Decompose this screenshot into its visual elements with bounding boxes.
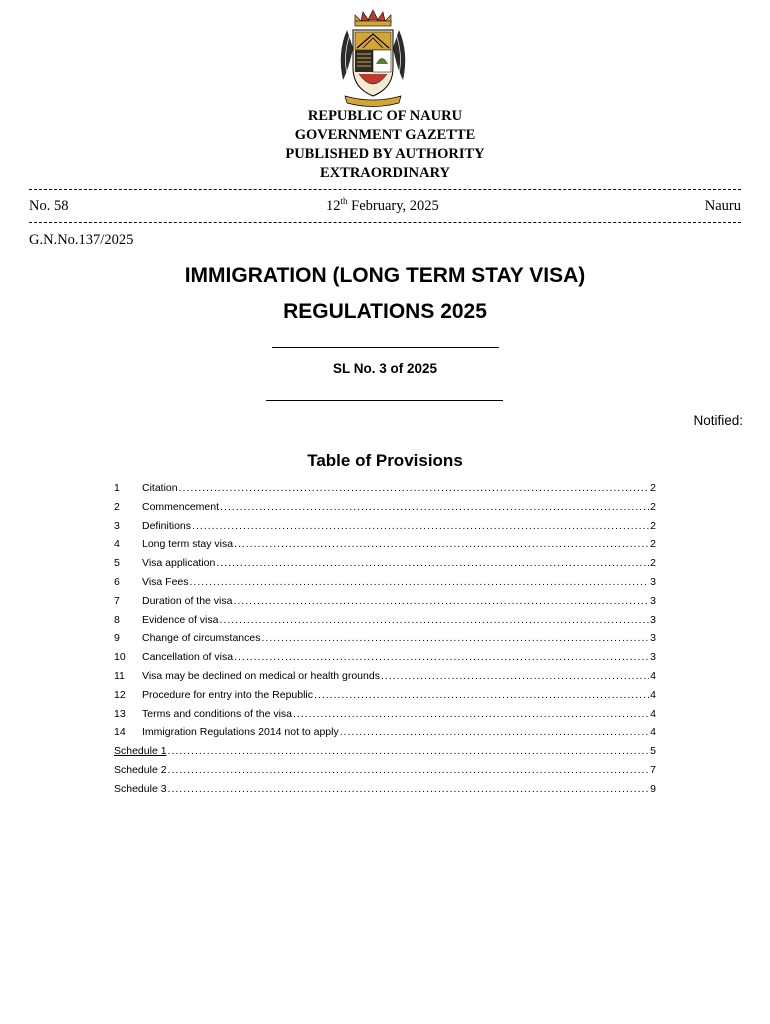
toc-number: 6 — [114, 575, 120, 588]
toc-page: 3 — [650, 651, 656, 664]
toc-schedule-title: Schedule 1 — [114, 745, 167, 758]
rule-below-sl — [266, 400, 503, 401]
toc-number: 2 — [114, 500, 120, 513]
toc-row[interactable] — [114, 479, 656, 498]
toc-title: Change of circumstances — [142, 632, 261, 645]
rule-above-sl — [272, 347, 499, 348]
toc-page: 4 — [650, 726, 656, 739]
toc-title: Evidence of visa — [142, 613, 219, 626]
toc-number: 5 — [114, 557, 120, 570]
toc-title: Visa may be declined on medical or health grounds — [142, 669, 380, 682]
masthead-line-3: PUBLISHED BY AUTHORITY — [285, 146, 485, 162]
toc-row[interactable] — [114, 611, 656, 630]
toc-title: Terms and conditions of the visa — [142, 707, 292, 720]
toc-page: 2 — [650, 538, 656, 551]
notified-label: Notified: — [693, 413, 743, 428]
toc-title: Definitions — [142, 519, 192, 532]
toc-page: 3 — [650, 632, 656, 645]
toc-title: Visa Fees — [142, 575, 189, 588]
toc-number: 12 — [114, 688, 126, 701]
toc-page: 2 — [650, 557, 656, 570]
toc-leader — [168, 780, 650, 799]
sl-number: SL No. 3 of 2025 — [332, 361, 438, 376]
toc-leader — [314, 686, 649, 705]
toc-number: 1 — [114, 482, 120, 494]
toc-leader — [293, 705, 649, 724]
toc-schedule-title: Schedule 2 — [114, 763, 167, 776]
toc-number: 13 — [114, 707, 126, 720]
masthead-line-1: REPUBLIC OF NAURU — [307, 108, 463, 124]
toc-row[interactable] — [114, 667, 656, 686]
toc-title: Long term stay visa — [142, 538, 234, 551]
crest-shield — [353, 30, 393, 96]
toc-page: 2 — [650, 482, 656, 494]
toc-title: Procedure for entry into the Republic — [142, 688, 314, 701]
toc-row[interactable] — [114, 723, 656, 742]
toc-page: 5 — [650, 745, 656, 758]
toc-leader — [381, 667, 649, 686]
toc-number: 10 — [114, 651, 126, 664]
toc-page: 2 — [650, 519, 656, 532]
toc-leader — [168, 761, 650, 780]
title-line-2: REGULATIONS 2025 — [283, 300, 487, 323]
toc-title: Duration of the visa — [142, 594, 233, 607]
toc-number: 3 — [114, 519, 120, 532]
issue-date: 12th February, 2025 — [326, 196, 439, 214]
toc-title: Commencement — [142, 500, 220, 513]
toc-schedule-title: Schedule 3 — [114, 782, 167, 795]
issue-number: No. 58 — [29, 198, 69, 214]
toc-row[interactable] — [114, 592, 656, 611]
toc-leader — [234, 535, 649, 554]
toc-title: Citation — [142, 482, 178, 494]
toc-leader — [179, 479, 650, 498]
toc-row[interactable] — [114, 648, 656, 667]
gazette-notice-number: G.N.No.137/2025 — [29, 232, 134, 248]
toc-page: 4 — [650, 669, 656, 682]
toc-leader — [192, 517, 649, 536]
dashed-divider-bottom — [29, 222, 741, 223]
toc-leader — [261, 629, 649, 648]
toc-row[interactable] — [114, 535, 656, 554]
toc-heading: Table of Provisions — [307, 451, 463, 470]
toc-page: 3 — [650, 594, 656, 607]
toc-row[interactable] — [114, 573, 656, 592]
toc-leader — [216, 554, 649, 573]
toc-number: 14 — [114, 726, 126, 739]
toc-leader — [220, 498, 649, 517]
toc-number: 8 — [114, 613, 120, 626]
toc-leader — [190, 573, 650, 592]
toc-schedule-row[interactable] — [114, 780, 656, 799]
toc-number: 9 — [114, 632, 120, 645]
toc-page: 3 — [650, 575, 656, 588]
toc-leader — [234, 648, 649, 667]
toc-number: 7 — [114, 594, 120, 607]
toc-page: 2 — [650, 500, 656, 513]
toc-number: 4 — [114, 538, 120, 551]
toc-page: 3 — [650, 613, 656, 626]
dashed-divider-top — [29, 189, 741, 190]
toc-number: 11 — [114, 669, 125, 682]
toc-schedule-row[interactable] — [114, 761, 656, 780]
toc-title: Immigration Regulations 2014 not to apply — [142, 726, 339, 739]
toc-row[interactable] — [114, 629, 656, 648]
nauru-coat-of-arms — [333, 8, 413, 108]
issue-place: Nauru — [704, 198, 741, 214]
crest-motto-ribbon — [345, 96, 401, 107]
table-of-provisions — [114, 479, 656, 799]
toc-leader — [233, 592, 649, 611]
toc-row[interactable] — [114, 517, 656, 536]
toc-row[interactable] — [114, 498, 656, 517]
masthead-line-2: GOVERNMENT GAZETTE — [294, 127, 476, 143]
title-line-1: IMMIGRATION (LONG TERM STAY VISA) — [184, 264, 586, 287]
toc-page: 4 — [650, 688, 656, 701]
masthead-line-4: EXTRAORDINARY — [320, 165, 450, 181]
crest-crown — [355, 10, 391, 26]
toc-row[interactable] — [114, 705, 656, 724]
toc-title: Cancellation of visa — [142, 651, 234, 664]
toc-row[interactable] — [114, 686, 656, 705]
toc-leader — [219, 611, 649, 630]
toc-page: 7 — [650, 763, 656, 776]
toc-page: 4 — [650, 707, 656, 720]
toc-row[interactable] — [114, 554, 656, 573]
toc-schedule-row[interactable] — [114, 742, 656, 761]
toc-leader — [340, 723, 649, 742]
toc-title: Visa application — [142, 557, 216, 570]
toc-leader — [168, 742, 650, 761]
toc-page: 9 — [650, 782, 656, 795]
